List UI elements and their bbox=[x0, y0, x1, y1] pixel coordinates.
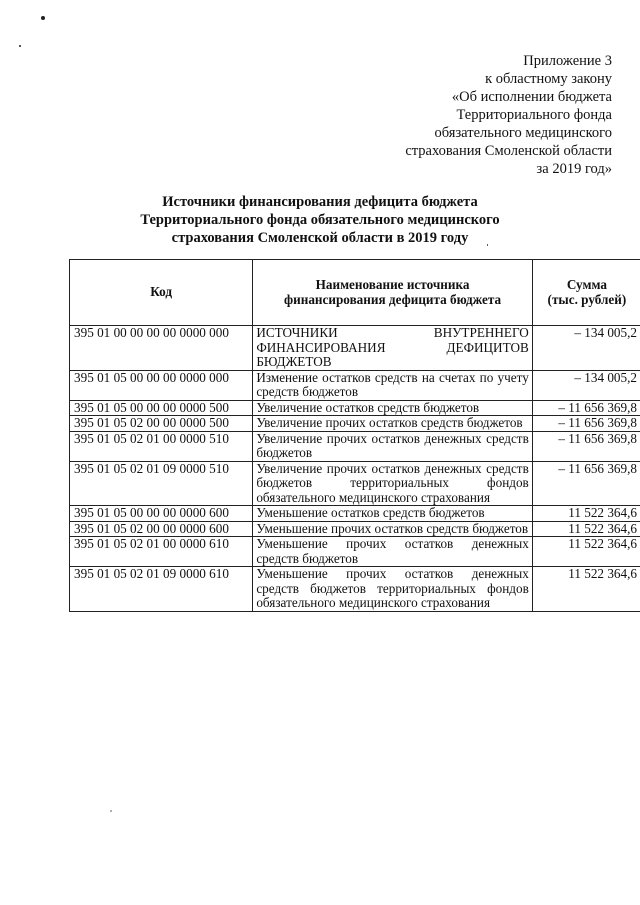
row-code: 395 01 05 02 01 09 0000 610 bbox=[70, 567, 253, 612]
table-row bbox=[70, 431, 640, 461]
row-amount: – 11 656 369,8 bbox=[532, 400, 640, 416]
appendix-line: Территориального фонда bbox=[456, 107, 612, 123]
document-title bbox=[70, 193, 570, 247]
title-line: Территориального фонда обязательного медицинского bbox=[140, 212, 500, 228]
row-amount: 11 522 364,6 bbox=[532, 521, 640, 537]
row-code: 395 01 05 02 01 09 0000 510 bbox=[70, 461, 253, 506]
appendix-line: «Об исполнении бюджета bbox=[451, 89, 612, 105]
row-name: Увеличение прочих остатков средств бюджетов bbox=[253, 416, 532, 432]
row-amount: 11 522 364,6 bbox=[532, 506, 640, 522]
row-name: Увеличение остатков средств бюджетов bbox=[253, 400, 532, 416]
row-code: 395 01 00 00 00 00 0000 000 bbox=[70, 326, 253, 371]
row-amount: – 11 656 369,8 bbox=[532, 461, 640, 506]
table-row bbox=[70, 461, 640, 506]
row-name: Уменьшение прочих остатков денежных средств бюджетов bbox=[253, 537, 532, 567]
row-code: 395 01 05 02 00 00 0000 600 bbox=[70, 521, 253, 537]
row-name: Увеличение прочих остатков денежных средств бюджетов bbox=[253, 431, 532, 461]
row-name: Уменьшение прочих остатков денежных средств бюджетов территориальных фондов обязательного медицинского страхования bbox=[253, 567, 532, 612]
header-name-line: Наименование источника bbox=[315, 277, 470, 292]
table-row bbox=[70, 400, 640, 416]
title-line: Источники финансирования дефицита бюджета bbox=[162, 194, 478, 210]
table-row bbox=[70, 537, 640, 567]
table-row bbox=[70, 370, 640, 400]
sources-table bbox=[69, 259, 640, 612]
header-amount-line: (тыс. рублей) bbox=[547, 291, 627, 307]
row-amount: 11 522 364,6 bbox=[532, 537, 640, 567]
row-amount: – 134 005,2 bbox=[532, 326, 640, 371]
appendix-line: Приложение 3 bbox=[523, 53, 612, 69]
row-amount: – 134 005,2 bbox=[532, 370, 640, 400]
table-row bbox=[70, 521, 640, 537]
header-name-line: финансирования дефицита бюджета bbox=[284, 291, 502, 307]
appendix-line: обязательного медицинского bbox=[434, 125, 612, 141]
row-name: Увеличение прочих остатков денежных средств бюджетов территориальных фондов обязательного медицинского страхования bbox=[253, 461, 532, 506]
header-name bbox=[253, 260, 532, 326]
row-name: Изменение остатков средств на счетах по учету средств бюджетов bbox=[253, 370, 532, 400]
row-amount: – 11 656 369,8 bbox=[532, 431, 640, 461]
row-code: 395 01 05 00 00 00 0000 600 bbox=[70, 506, 253, 522]
row-code: 395 01 05 02 01 00 0000 610 bbox=[70, 537, 253, 567]
table-row bbox=[70, 567, 640, 612]
table-row bbox=[70, 416, 640, 432]
row-name: ИСТОЧНИКИ ВНУТРЕННЕГО ФИНАНСИРОВАНИЯ ДЕФИЦИТОВ БЮДЖЕТОВ bbox=[253, 326, 532, 371]
table-row bbox=[70, 506, 640, 522]
appendix-line: страхования Смоленской области bbox=[405, 143, 612, 159]
row-code: 395 01 05 00 00 00 0000 000 bbox=[70, 370, 253, 400]
table-row bbox=[70, 326, 640, 371]
row-amount: 11 522 364,6 bbox=[532, 567, 640, 612]
appendix-line: к областному закону bbox=[485, 71, 612, 87]
row-name: Уменьшение остатков средств бюджетов bbox=[253, 506, 532, 522]
row-name: Уменьшение прочих остатков средств бюджетов bbox=[253, 521, 532, 537]
appendix-line: за 2019 год» bbox=[536, 161, 612, 177]
row-amount: – 11 656 369,8 bbox=[532, 416, 640, 432]
header-code: Код bbox=[70, 260, 253, 326]
table-header-row bbox=[70, 260, 640, 326]
scan-mark bbox=[41, 16, 45, 20]
header-amount bbox=[532, 260, 640, 326]
scan-mark bbox=[19, 45, 21, 47]
title-line: страхования Смоленской области в 2019 году bbox=[171, 230, 469, 246]
header-amount-line: Сумма bbox=[566, 277, 607, 292]
row-code: 395 01 05 00 00 00 0000 500 bbox=[70, 400, 253, 416]
row-code: 395 01 05 02 01 00 0000 510 bbox=[70, 431, 253, 461]
appendix-header bbox=[292, 52, 612, 178]
scan-mark bbox=[110, 810, 112, 812]
row-code: 395 01 05 02 00 00 0000 500 bbox=[70, 416, 253, 432]
